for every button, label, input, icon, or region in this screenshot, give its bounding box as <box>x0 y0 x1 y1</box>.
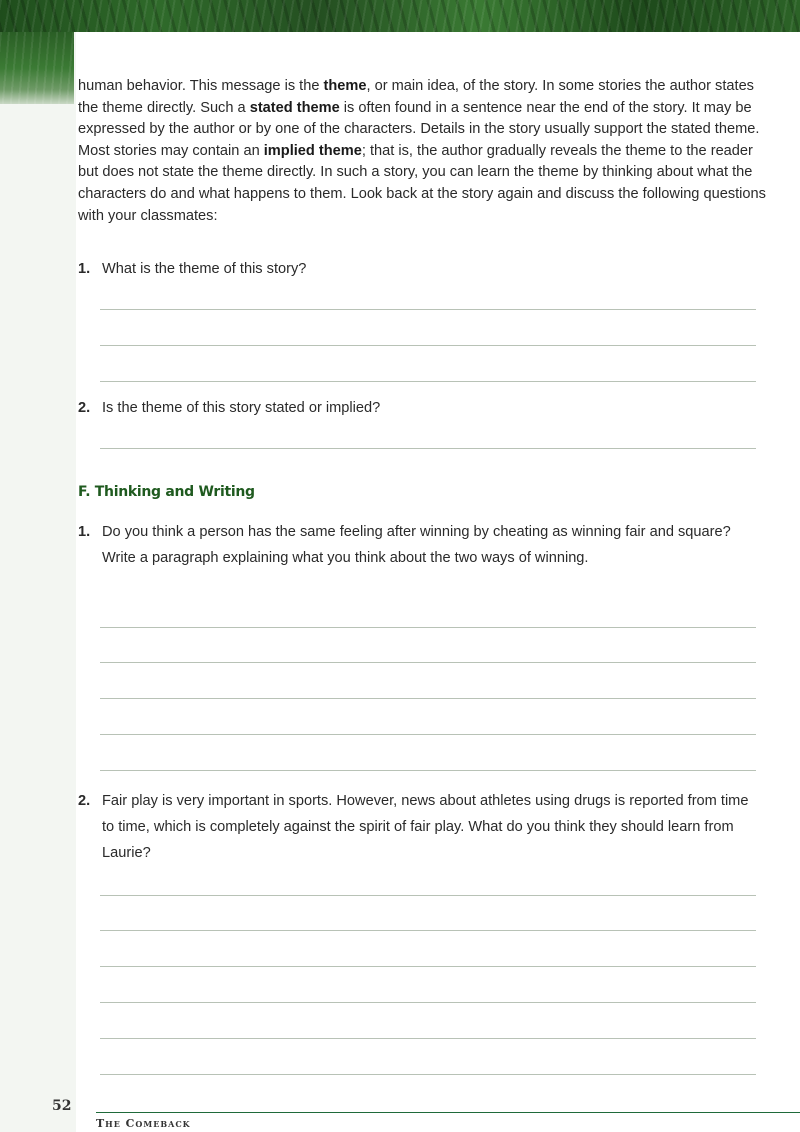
answer-line[interactable] <box>100 895 756 896</box>
question-number: 1. <box>78 524 91 540</box>
question-text: Fair play is very important in sports. However, news about athletes using drugs is reported from time to time, which is completely against the spirit of fair play. What do you think they should learn from Laurie? <box>102 793 749 861</box>
question-number: 1. <box>78 261 91 277</box>
answer-line[interactable] <box>100 966 756 967</box>
answer-line[interactable] <box>100 734 756 735</box>
answer-line[interactable] <box>100 381 756 382</box>
answer-line[interactable] <box>100 698 756 699</box>
theme-question-1 <box>78 256 758 282</box>
answer-line[interactable] <box>100 770 756 771</box>
question-number: 2. <box>78 400 91 416</box>
intro-text: is often found in a sentence near the end of the story. It may be expressed by the author or by one of the characters. Details in the story usually support the stated theme. Most stories may contain an <box>78 99 760 159</box>
grass-side-strip <box>0 32 74 104</box>
intro-text: human behavior. This message is the <box>78 78 324 94</box>
theme-question-2 <box>78 395 758 421</box>
question-text: Do you think a person has the same feeling after winning by cheating as winning fair and square? Write a paragraph explaining what you think about the two ways of winning. <box>102 524 731 566</box>
answer-line[interactable] <box>100 662 756 663</box>
question-text: What is the theme of this story? <box>102 261 307 277</box>
intro-text: , or main idea, of the story. In some stories the author states the theme directly. Such a <box>78 78 754 116</box>
answer-line[interactable] <box>100 930 756 931</box>
intro-text: ; that is, the author gradually reveals the theme to the reader but does not state the theme directly. In such a story, you can learn the theme by thinking about what the characters do and what happens to them. Look back at the story again and discuss the following questions with your classmates: <box>78 142 766 224</box>
term-implied-theme: implied theme <box>263 142 362 159</box>
writing-question-2 <box>78 788 758 866</box>
term-stated-theme: stated theme <box>249 99 340 116</box>
question-number: 2. <box>78 793 91 809</box>
grass-header-band <box>0 0 800 32</box>
writing-question-1 <box>78 519 758 571</box>
answer-line[interactable] <box>100 1038 756 1039</box>
question-text: Is the theme of this story stated or implied? <box>102 400 381 416</box>
answer-line[interactable] <box>100 1074 756 1075</box>
answer-line[interactable] <box>100 627 756 628</box>
running-footer-title: The Comeback <box>96 1117 191 1130</box>
answer-line[interactable] <box>100 448 756 449</box>
answer-line[interactable] <box>100 345 756 346</box>
term-theme: theme <box>323 78 367 94</box>
answer-line[interactable] <box>100 1002 756 1003</box>
footer-divider <box>96 1112 800 1113</box>
answer-line[interactable] <box>100 309 756 310</box>
section-heading: F. Thinking and Writing <box>78 484 255 500</box>
theme-intro-paragraph <box>78 76 768 227</box>
page-number: 52 <box>52 1098 72 1114</box>
